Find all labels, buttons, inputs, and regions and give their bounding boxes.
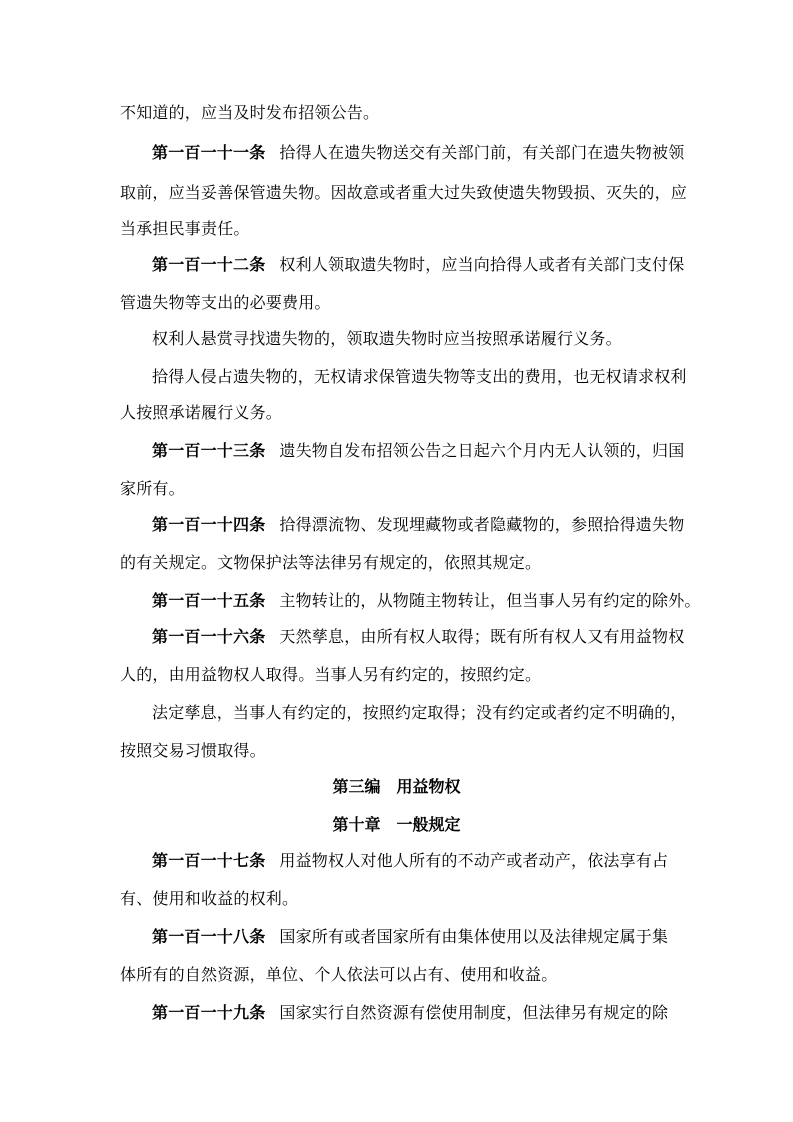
article-114-line-1: 第一百一十四条 拾得漂流物、发现埋藏物或者隐藏物的，参照拾得遗失物 bbox=[152, 515, 685, 534]
article-115-line-1: 第一百一十五条 主物转让的，从物随主物转让，但当事人另有约定的除外。 bbox=[152, 591, 701, 610]
article-112-line-2: 管遗失物等支出的必要费用。 bbox=[120, 293, 331, 312]
article-number: 第一百一十七条 bbox=[152, 851, 266, 870]
article-111-line-3: 当承担民事责任。 bbox=[120, 219, 250, 238]
paragraph-occupy-line-1: 拾得人侵占遗失物的，无权请求保管遗失物等支出的费用，也无权请求权利 bbox=[152, 367, 687, 386]
part-heading: 第三编 用益物权 bbox=[332, 777, 461, 796]
article-117-line-2: 有、使用和收益的权利。 bbox=[120, 889, 299, 908]
article-number: 第一百一十六条 bbox=[152, 627, 266, 646]
article-113-line-2: 家所有。 bbox=[120, 479, 185, 498]
article-112-line-1: 第一百一十二条 权利人领取遗失物时，应当向拾得人或者有关部门支付保 bbox=[152, 255, 685, 274]
paragraph-legal-line-1: 法定孳息，当事人有约定的，按照约定取得；没有约定或者约定不明确的， bbox=[152, 703, 687, 722]
article-116-line-2: 人的，由用益物权人取得。当事人另有约定的，按照约定。 bbox=[120, 665, 542, 684]
article-number: 第一百一十四条 bbox=[152, 515, 266, 534]
article-118-line-1: 第一百一十八条 国家所有或者国家所有由集体使用以及法律规定属于集 bbox=[152, 927, 669, 946]
article-111-line-1: 第一百一十一条 拾得人在遗失物送交有关部门前，有关部门在遗失物被领 bbox=[152, 143, 685, 162]
article-114-line-2: 的有关规定。文物保护法等法律另有规定的，依照其规定。 bbox=[120, 553, 542, 572]
article-number: 第一百一十九条 bbox=[152, 1003, 266, 1022]
article-113-line-1: 第一百一十三条 遗失物自发布招领公告之日起六个月内无人认领的，归国 bbox=[152, 441, 685, 460]
article-117-line-1: 第一百一十七条 用益物权人对他人所有的不动产或者动产，依法享有占 bbox=[152, 851, 669, 870]
article-number: 第一百一十一条 bbox=[152, 143, 266, 162]
article-number: 第一百一十五条 bbox=[152, 591, 266, 610]
paragraph-legal-line-2: 按照交易习惯取得。 bbox=[120, 741, 266, 760]
paragraph-occupy-line-2: 人按照承诺履行义务。 bbox=[120, 403, 283, 422]
article-111-line-2: 取前，应当妥善保管遗失物。因故意或者重大过失致使遗失物毁损、灭失的，应 bbox=[120, 183, 688, 202]
paragraph-reward: 权利人悬赏寻找遗失物的，领取遗失物时应当按照承诺履行义务。 bbox=[152, 329, 622, 348]
article-116-line-1: 第一百一十六条 天然孳息，由所有权人取得；既有所有权人又有用益物权 bbox=[152, 627, 685, 646]
article-118-line-2: 体所有的自然资源，单位、个人依法可以占有、使用和收益。 bbox=[120, 965, 558, 984]
article-119-line-1: 第一百一十九条 国家实行自然资源有偿使用制度，但法律另有规定的除 bbox=[152, 1003, 669, 1022]
article-number: 第一百一十二条 bbox=[152, 255, 266, 274]
article-number: 第一百一十八条 bbox=[152, 927, 266, 946]
chapter-heading: 第十章 一般规定 bbox=[332, 815, 461, 834]
article-number: 第一百一十三条 bbox=[152, 441, 266, 460]
paragraph-line: 不知道的，应当及时发布招领公告。 bbox=[120, 103, 380, 122]
